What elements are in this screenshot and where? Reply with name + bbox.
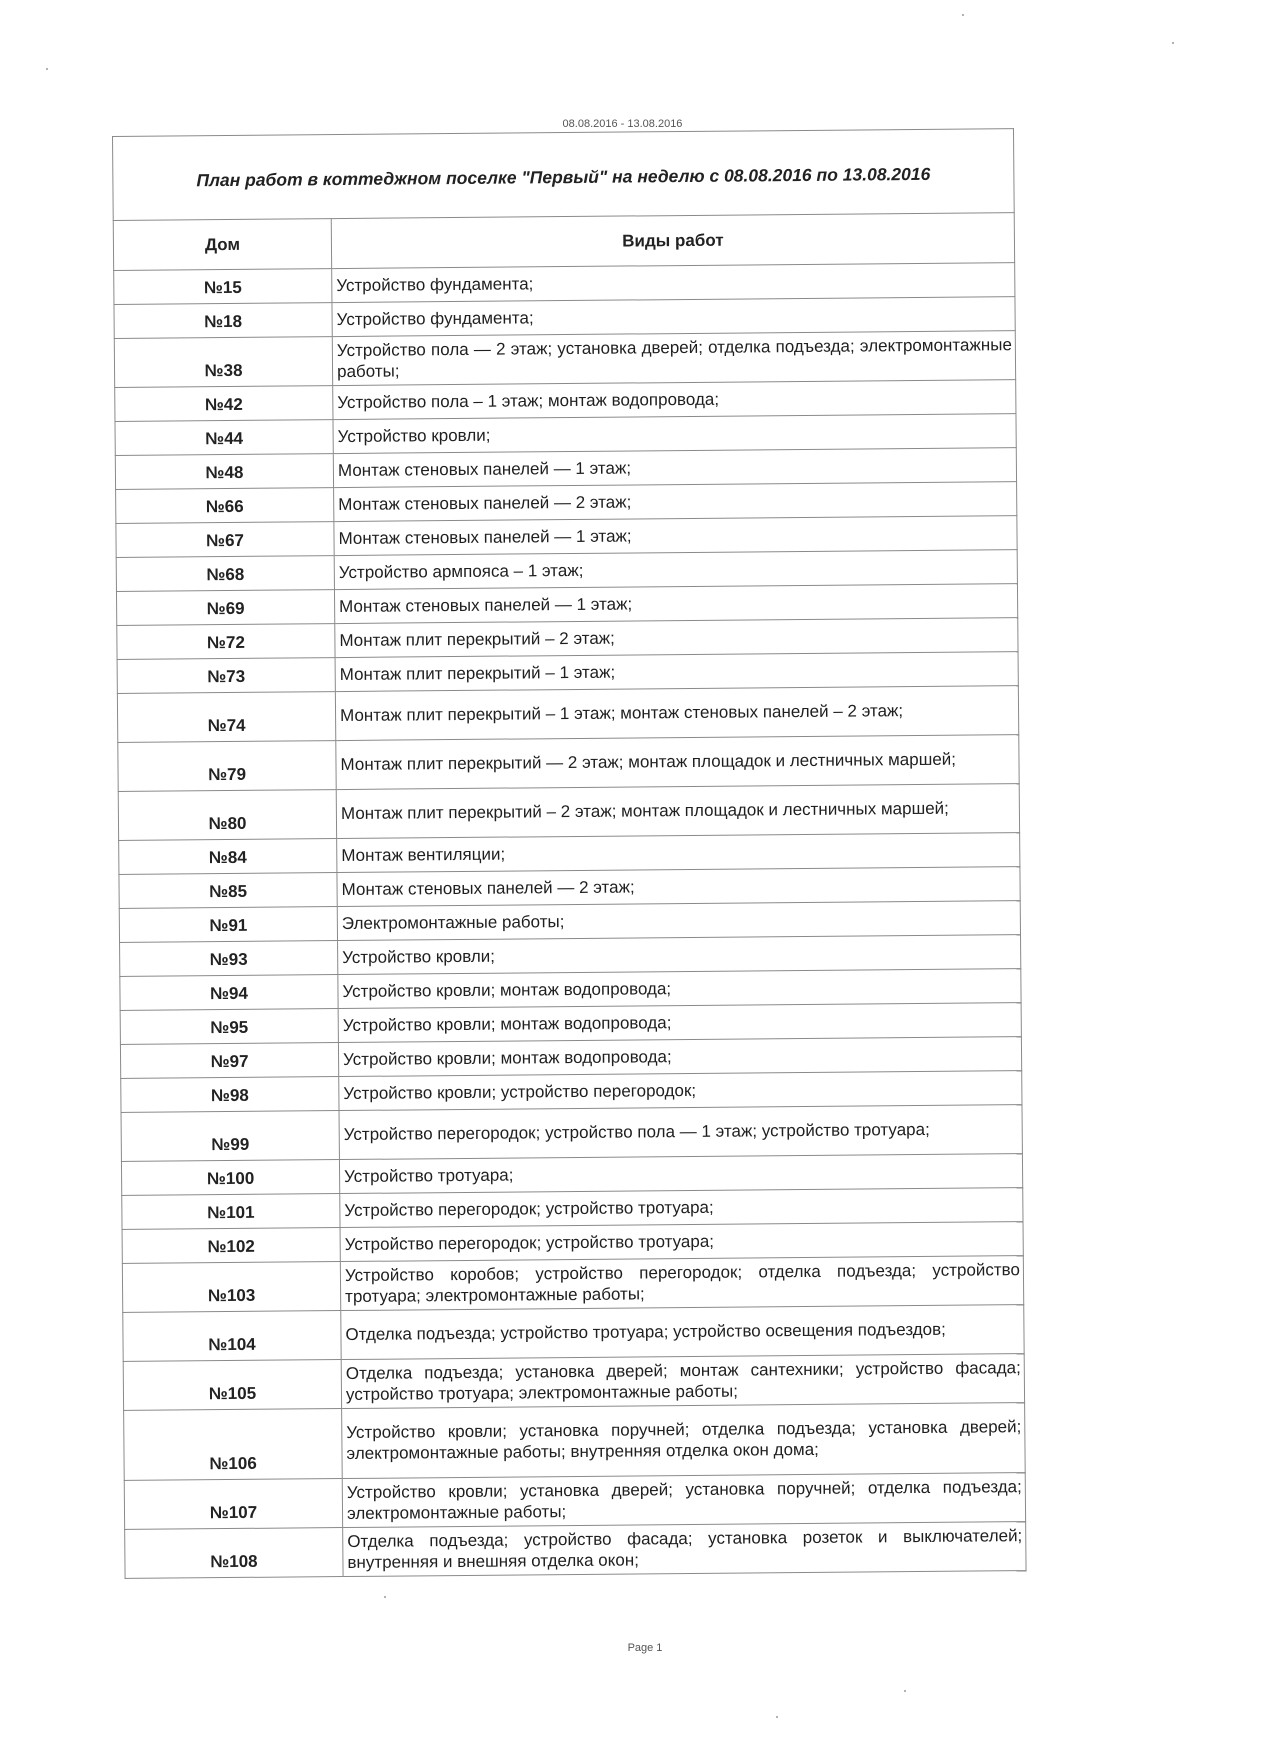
table-row xyxy=(125,1522,1026,1579)
works-cell: Устройство армпояса – 1 этаж; xyxy=(334,550,1017,590)
works-cell: Монтаж плит перекрытий – 1 этаж; монтаж стеновых панелей – 2 этаж; xyxy=(335,686,1018,741)
house-number-cell: №108 xyxy=(125,1528,343,1579)
title-box xyxy=(112,128,1015,220)
house-number-cell: №72 xyxy=(117,624,335,660)
scan-speck xyxy=(1172,42,1174,44)
works-cell: Устройство коробов; устройство перегородок; отделка подъезда; устройство тротуара; электромонтажные работы; xyxy=(340,1256,1023,1311)
house-number-cell: №97 xyxy=(120,1043,338,1079)
house-column-header: Дом xyxy=(113,219,331,271)
works-cell: Монтаж стеновых панелей — 1 этаж; xyxy=(334,584,1017,624)
house-number-cell: №105 xyxy=(123,1360,341,1411)
house-number-cell: №99 xyxy=(121,1111,339,1162)
house-number-cell: №104 xyxy=(123,1311,341,1362)
house-number-cell: №85 xyxy=(119,873,337,909)
house-number-cell: №15 xyxy=(114,269,332,305)
house-number-cell: №102 xyxy=(122,1228,340,1264)
works-cell: Устройство пола — 2 этаж; установка дверей; отделка подъезда; электромонтажные работы; xyxy=(332,331,1015,386)
works-cell: Устройство перегородок; устройство тротуара; xyxy=(340,1222,1023,1262)
work-plan-document xyxy=(112,128,1027,1579)
table-row xyxy=(123,1305,1024,1362)
works-cell: Устройство фундамента; xyxy=(332,263,1015,303)
works-cell: Устройство кровли; xyxy=(333,414,1016,454)
works-cell: Отделка подъезда; устройство фасада; установка розеток и выключателей; внутренняя и внешняя отделка окон; xyxy=(343,1522,1026,1577)
works-cell: Устройство кровли; xyxy=(338,935,1021,975)
works-cell: Монтаж стеновых панелей — 1 этаж; xyxy=(333,448,1016,488)
works-cell: Устройство кровли; монтаж водопровода; xyxy=(338,1003,1021,1043)
house-number-cell: №42 xyxy=(115,386,333,422)
works-cell: Монтаж стеновых панелей — 1 этаж; xyxy=(334,516,1017,556)
house-number-cell: №107 xyxy=(124,1479,342,1530)
house-number-cell: №48 xyxy=(115,454,333,490)
works-cell: Устройство перегородок; устройство тротуара; xyxy=(340,1188,1023,1228)
house-number-cell: №69 xyxy=(116,590,334,626)
works-cell: Устройство кровли; монтаж водопровода; xyxy=(338,1037,1021,1077)
scan-speck xyxy=(904,1690,906,1692)
works-cell: Отделка подъезда; устройство тротуара; устройство освещения подъездов; xyxy=(341,1305,1024,1360)
scan-speck xyxy=(46,68,48,70)
house-number-cell: №84 xyxy=(119,839,337,875)
table-row xyxy=(117,686,1018,743)
house-number-cell: №103 xyxy=(122,1262,340,1313)
works-cell: Монтаж плит перекрытий – 2 этаж; xyxy=(335,618,1018,658)
table-row xyxy=(124,1473,1025,1530)
house-number-cell: №73 xyxy=(117,658,335,694)
page-number: Page 1 xyxy=(627,1642,663,1654)
house-number-cell: №93 xyxy=(120,941,338,977)
works-cell: Устройство кровли; устройство перегородок; xyxy=(339,1071,1022,1111)
works-column-header: Виды работ xyxy=(331,213,1014,269)
table-row xyxy=(114,331,1015,388)
table-row xyxy=(118,784,1019,841)
table-row xyxy=(124,1403,1026,1481)
house-number-cell: №94 xyxy=(120,975,338,1011)
works-cell: Монтаж вентиляции; xyxy=(337,833,1020,873)
house-number-cell: №106 xyxy=(124,1409,343,1481)
scan-speck xyxy=(384,1596,386,1598)
works-cell: Монтаж плит перекрытий — 2 этаж; монтаж площадок и лестничных маршей; xyxy=(336,735,1019,790)
works-cell: Устройство кровли; монтаж водопровода; xyxy=(338,969,1021,1009)
table-row xyxy=(121,1105,1022,1162)
works-cell: Устройство перегородок; устройство пола — 1 этаж; устройство тротуара; xyxy=(339,1105,1022,1160)
house-number-cell: №74 xyxy=(117,692,335,743)
house-number-cell: №68 xyxy=(116,556,334,592)
works-cell: Устройство пола – 1 этаж; монтаж водопровода; xyxy=(333,380,1016,420)
house-number-cell: №44 xyxy=(115,420,333,456)
document-date-range: 08.08.2016 - 13.08.2016 xyxy=(562,118,683,130)
house-number-cell: №91 xyxy=(119,907,337,943)
house-number-cell: №38 xyxy=(114,337,332,388)
house-number-cell: №79 xyxy=(118,741,336,792)
works-cell: Устройство кровли; установка поручней; отделка подъезда; установка дверей; электромонтажные работы; внутренняя отделка окон дома; xyxy=(342,1403,1026,1479)
house-number-cell: №66 xyxy=(116,488,334,524)
table-row xyxy=(122,1256,1023,1313)
works-cell: Электромонтажные работы; xyxy=(337,901,1020,941)
document-title: План работ в коттеджном поселке "Первый" на неделю с 08.08.2016 по 13.08.2016 xyxy=(196,163,931,191)
house-number-cell: №18 xyxy=(114,303,332,339)
scan-speck xyxy=(776,1716,778,1718)
table-header-row xyxy=(113,213,1014,271)
house-number-cell: №80 xyxy=(118,790,336,841)
house-number-cell: №100 xyxy=(121,1160,339,1196)
house-number-cell: №101 xyxy=(122,1194,340,1230)
table-row xyxy=(123,1354,1024,1411)
house-number-cell: №67 xyxy=(116,522,334,558)
works-cell: Монтаж стеновых панелей — 2 этаж; xyxy=(337,867,1020,907)
works-cell: Устройство тротуара; xyxy=(339,1154,1022,1194)
works-cell: Отделка подъезда; установка дверей; монтаж сантехники; устройство фасада; устройство тротуара; электромонтажные работы; xyxy=(341,1354,1024,1409)
scan-speck xyxy=(962,14,964,16)
works-cell: Монтаж стеновых панелей — 2 этаж; xyxy=(334,482,1017,522)
works-cell: Монтаж плит перекрытий – 1 этаж; xyxy=(335,652,1018,692)
works-cell: Устройство фундамента; xyxy=(332,297,1015,337)
house-number-cell: №95 xyxy=(120,1009,338,1045)
table-row xyxy=(118,735,1019,792)
house-number-cell: №98 xyxy=(121,1077,339,1113)
works-table xyxy=(113,212,1027,1579)
works-cell: Устройство кровли; установка дверей; установка поручней; отделка подъезда; электромонтажные работы; xyxy=(342,1473,1025,1528)
works-cell: Монтаж плит перекрытий – 2 этаж; монтаж площадок и лестничных маршей; xyxy=(336,784,1019,839)
